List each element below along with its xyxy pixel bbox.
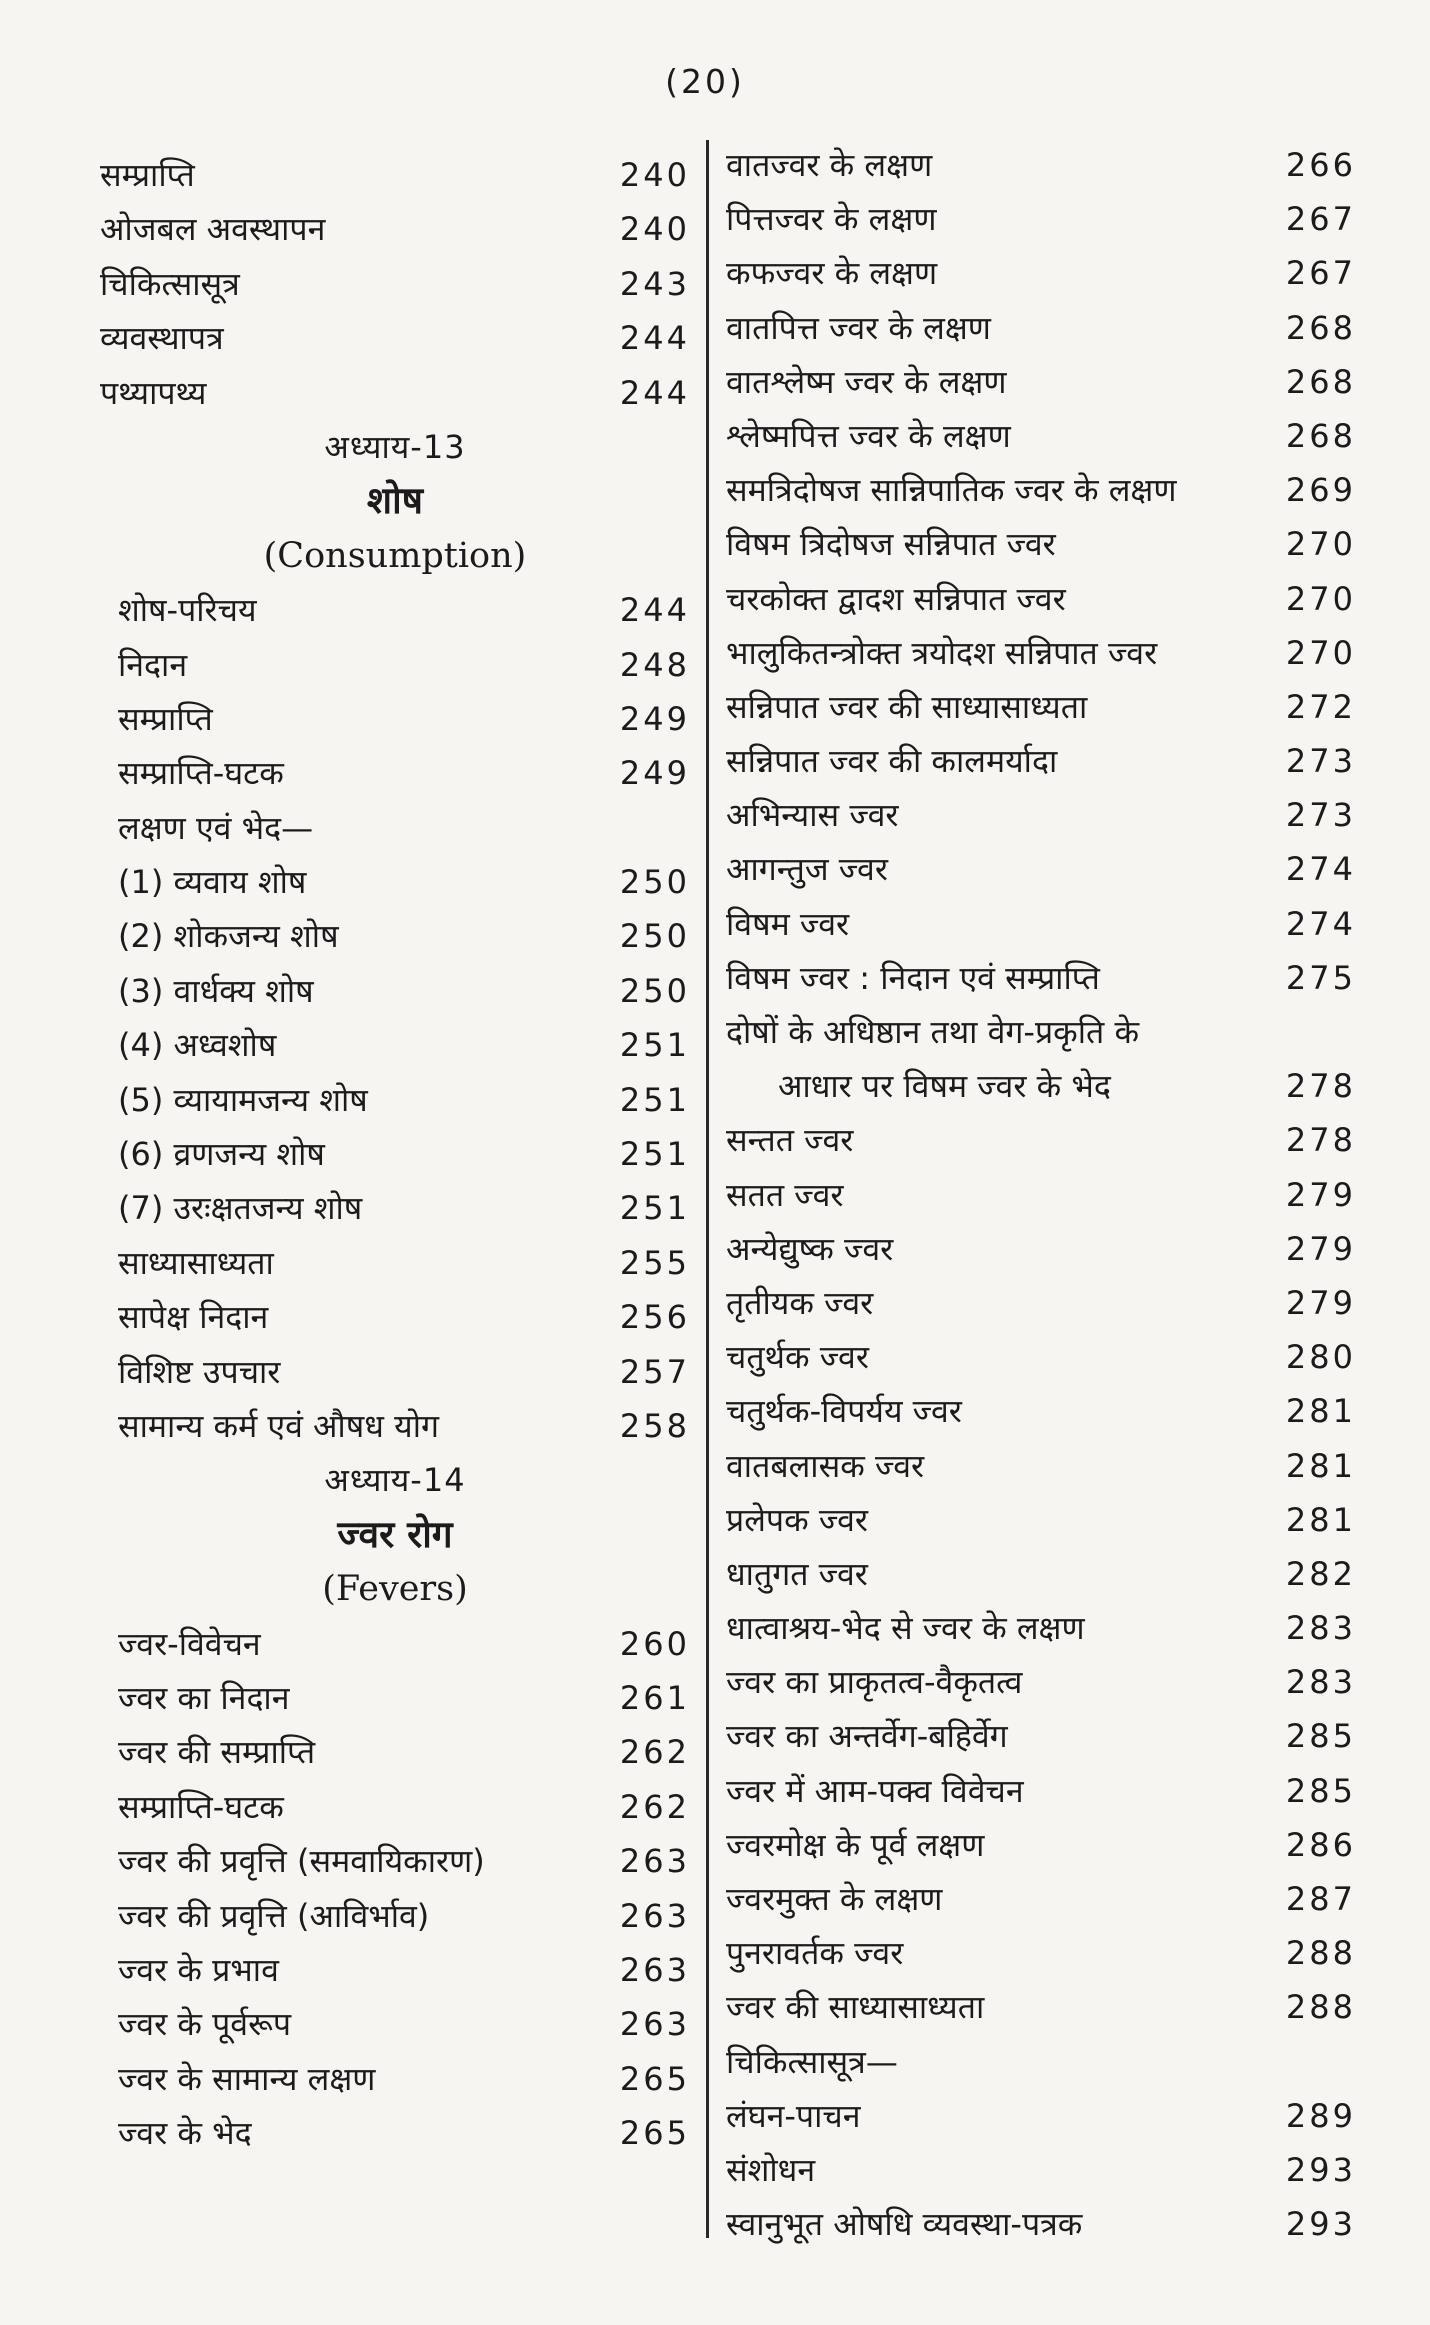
toc-entry: [100, 2106, 690, 2160]
toc-entry-label: (3) वार्धक्य शोष: [118, 971, 314, 1010]
toc-entry-label: लंघन-पाचन: [726, 2096, 861, 2135]
toc-entry: [100, 1780, 690, 1834]
toc-entry-label: सतत ज्वर: [726, 1175, 844, 1214]
chapter-title: ज्वर रोग: [337, 1512, 453, 1556]
toc-entry-page: 270: [1285, 525, 1356, 564]
toc-entry-page: 244: [619, 591, 690, 630]
toc-entry: [100, 1181, 690, 1235]
toc-entry: [100, 638, 690, 692]
toc-entry-label: निदान: [118, 645, 188, 684]
toc-entry-page: 244: [619, 373, 690, 412]
toc-entry-label: विषम ज्वर: [726, 904, 850, 943]
toc-entry-page: 255: [619, 1243, 690, 1282]
toc-entry: [726, 897, 1356, 951]
toc-entry-page: 256: [619, 1298, 690, 1337]
toc-entry: [726, 626, 1356, 680]
toc-entry: [726, 1384, 1356, 1438]
toc-entry-label: ज्वर के प्रभाव: [118, 1950, 279, 1989]
toc-entry: [100, 964, 690, 1018]
toc-entry: [100, 311, 690, 365]
toc-entry-page: 251: [619, 1026, 690, 1065]
toc-entry-page: 288: [1285, 1934, 1356, 1973]
toc-entry-label: धातुगत ज्वर: [726, 1554, 868, 1593]
column-divider: [706, 140, 709, 2238]
toc-entry-page: 258: [619, 1406, 690, 1445]
toc-entry: [726, 463, 1356, 517]
toc-entry-page: 274: [1285, 850, 1356, 889]
toc-entry-page: 266: [1285, 146, 1356, 184]
toc-entry: [726, 355, 1356, 409]
toc-entry: [726, 2197, 1356, 2251]
toc-entry-label: ज्वर के पूर्वरूप: [118, 2005, 292, 2044]
toc-entry-page: 262: [619, 1787, 690, 1826]
toc-entry: [726, 734, 1356, 788]
toc-entry: [100, 1671, 690, 1725]
toc-entry: [726, 1872, 1356, 1926]
toc-entry: [100, 366, 690, 420]
toc-entry: [100, 148, 690, 202]
toc-entry-label: कफज्वर के लक्षण: [726, 254, 938, 293]
toc-entry-page: 282: [1285, 1554, 1356, 1593]
toc-entry-label: विशिष्ट उपचार: [118, 1352, 281, 1391]
toc-entry-page: 281: [1285, 1392, 1356, 1431]
toc-entry-page: 262: [619, 1733, 690, 1772]
toc-entry: [726, 1493, 1356, 1547]
toc-entry-label: ज्वरमुक्त के लक्षण: [726, 1880, 943, 1918]
toc-entry-label: चतुर्थक ज्वर: [726, 1338, 869, 1377]
toc-entry: [726, 1601, 1356, 1655]
toc-entry-page: 250: [619, 971, 690, 1010]
toc-entry: [726, 572, 1356, 626]
toc-entry: [100, 746, 690, 800]
toc-entry-label: (7) उरःक्षतजन्य शोष: [118, 1189, 363, 1228]
toc-entry: [726, 1168, 1356, 1222]
toc-entry: [100, 1943, 690, 1997]
toc-entry-label: चरकोक्त द्वादश सन्निपात ज्वर: [726, 579, 1066, 618]
toc-entry-page: 267: [1285, 254, 1356, 293]
toc-entry-label: ज्वर का प्राकृतत्व-वैकृतत्व: [726, 1663, 1023, 1702]
toc-entry: [726, 1980, 1356, 2034]
toc-entry: [100, 1236, 690, 1290]
toc-entry-page: 293: [1285, 2205, 1356, 2244]
toc-entry: [726, 192, 1356, 246]
toc-entry-label: चिकित्सासूत्र: [100, 264, 240, 303]
toc-entry-page: 240: [619, 156, 690, 194]
toc-entry-page: 257: [619, 1352, 690, 1391]
toc-entry-label: भालुकितन्त्रोक्त त्रयोदश सन्निपात ज्वर: [726, 633, 1158, 672]
toc-entry: [100, 1889, 690, 1943]
toc-entry-label: (5) व्यायामजन्य शोष: [118, 1080, 368, 1119]
toc-entry-page: 270: [1285, 633, 1356, 672]
toc-entry-page: 251: [619, 1189, 690, 1228]
toc-entry: [726, 680, 1356, 734]
toc-entry-label: ज्वर की प्रवृत्ति (समवायिकारण): [118, 1842, 485, 1881]
toc-entry-label: वातपित्त ज्वर के लक्षण: [726, 308, 991, 347]
toc-entry: [100, 1997, 690, 2051]
toc-entry-page: 279: [1285, 1175, 1356, 1214]
toc-entry-label: पुनरावर्तक ज्वर: [726, 1934, 904, 1973]
toc-entry-page: 249: [619, 754, 690, 793]
toc-entry-page: 278: [1285, 1067, 1356, 1106]
toc-entry: [100, 1345, 690, 1399]
toc-entry-page: 280: [1285, 1338, 1356, 1377]
toc-entry-label: वातज्वर के लक्षण: [726, 146, 933, 184]
toc-entry-label: समत्रिदोषज सान्निपातिक ज्वर के लक्षण: [726, 471, 1177, 510]
toc-entry: [100, 692, 690, 746]
toc-entry: [726, 1926, 1356, 1980]
toc-entry-label: (4) अध्वशोष: [118, 1026, 277, 1065]
toc-entry: [726, 2035, 1356, 2089]
toc-entry: [100, 1073, 690, 1127]
toc-entry: [726, 1818, 1356, 1872]
toc-entry-label: व्यवस्थापत्र: [100, 319, 224, 358]
toc-entry: [726, 1547, 1356, 1601]
toc-entry-page: 272: [1285, 687, 1356, 726]
toc-entry-label: वातबलासक ज्वर: [726, 1446, 925, 1485]
toc-entry-label: सन्तत ज्वर: [726, 1121, 854, 1160]
toc-entry: [100, 1018, 690, 1072]
toc-entry-label: सम्प्राप्ति: [118, 699, 213, 738]
toc-entry-page: 268: [1285, 308, 1356, 347]
toc-entry: [100, 257, 690, 311]
toc-entry-page: 289: [1285, 2096, 1356, 2135]
toc-entry-page: 269: [1285, 471, 1356, 510]
toc-entry: [726, 1059, 1356, 1113]
toc-entry: [726, 409, 1356, 463]
chapter-english-title: (Consumption): [263, 535, 527, 576]
toc-entry-page: 265: [619, 2114, 690, 2153]
toc-entry-page: 293: [1285, 2150, 1356, 2189]
toc-entry: [726, 1764, 1356, 1818]
toc-entry-label: ज्वर की सम्प्राप्ति: [118, 1733, 316, 1772]
toc-entry: [726, 1330, 1356, 1384]
toc-entry-page: 288: [1285, 1988, 1356, 2027]
toc-entry-label: धात्वाश्रय-भेद से ज्वर के लक्षण: [726, 1609, 1085, 1648]
toc-entry-page: 263: [619, 1842, 690, 1881]
toc-entry-label: विषम त्रिदोषज सन्निपात ज्वर: [726, 525, 1056, 564]
toc-entry-page: 273: [1285, 796, 1356, 835]
toc-entry: [100, 1399, 690, 1453]
left-column: [100, 148, 690, 2160]
toc-entry-page: 281: [1285, 1446, 1356, 1485]
toc-entry-label: ज्वर-विवेचन: [118, 1624, 261, 1663]
toc-entry-page: 249: [619, 699, 690, 738]
toc-entry-page: 265: [619, 2059, 690, 2098]
toc-entry: [726, 246, 1356, 300]
toc-entry-label: ओजबल अवस्थापन: [100, 210, 326, 249]
toc-entry: [100, 1725, 690, 1779]
toc-entry-label: ज्वर की साध्यासाध्यता: [726, 1988, 985, 2027]
toc-entry-label: साध्यासाध्यता: [118, 1243, 274, 1282]
toc-entry-page: 279: [1285, 1229, 1356, 1268]
toc-entry-label: दोषों के अधिष्ठान तथा वेग-प्रकृति के: [726, 1013, 1140, 1051]
toc-entry-label: आधार पर विषम ज्वर के भेद: [778, 1067, 1111, 1106]
toc-entry-page: 260: [619, 1624, 690, 1663]
toc-entry-label: (2) शोकजन्य शोष: [118, 917, 339, 956]
toc-entry-page: 244: [619, 319, 690, 358]
toc-entry-page: 263: [619, 1950, 690, 1989]
toc-entry-page: 274: [1285, 904, 1356, 943]
toc-entry-label: (1) व्यवाय शोष: [118, 863, 307, 902]
toc-entry-label: आगन्तुज ज्वर: [726, 850, 888, 889]
page-number: (20): [665, 62, 745, 101]
toc-entry-label: ज्वर का अन्तर्वेग-बहिर्वेग: [726, 1717, 1008, 1756]
toc-entry-label: चतुर्थक-विपर्यय ज्वर: [726, 1392, 962, 1431]
toc-entry-page: 261: [619, 1678, 690, 1717]
toc-entry: [726, 138, 1356, 192]
toc-entry-page: 267: [1285, 200, 1356, 239]
toc-entry: [100, 583, 690, 637]
toc-entry-label: ज्वरमोक्ष के पूर्व लक्षण: [726, 1825, 985, 1864]
toc-entry: [726, 1709, 1356, 1763]
toc-entry-page: 285: [1285, 1717, 1356, 1756]
toc-entry-label: सामान्य कर्म एवं औषध योग: [118, 1406, 440, 1445]
toc-entry-page: 268: [1285, 362, 1356, 401]
chapter-english-title: (Fevers): [322, 1569, 468, 1610]
toc-entry-page: 273: [1285, 742, 1356, 781]
toc-entry-label: शोष-परिचय: [118, 591, 257, 630]
chapter-title: शोष: [366, 479, 424, 523]
toc-entry-page: 285: [1285, 1771, 1356, 1810]
toc-entry-label: चिकित्सासूत्र—: [726, 2042, 898, 2081]
toc-entry-label: सम्प्राप्ति-घटक: [118, 754, 284, 793]
toc-entry: [100, 1290, 690, 1344]
toc-entry-label: पथ्यापथ्य: [100, 373, 207, 412]
toc-entry-label: सन्निपात ज्वर की कालमर्यादा: [726, 742, 1058, 781]
chapter-number: अध्याय-13: [324, 427, 466, 466]
toc-entry: [726, 2143, 1356, 2197]
toc-entry-page: 248: [619, 645, 690, 684]
chapter-number: अध्याय-14: [324, 1461, 466, 1500]
toc-entry-page: 263: [619, 2005, 690, 2044]
toc-entry-label: तृतीयक ज्वर: [726, 1283, 874, 1322]
toc-entry: [100, 1834, 690, 1888]
toc-entry-label: ज्वर का निदान: [118, 1678, 290, 1717]
toc-entry-label: सापेक्ष निदान: [118, 1298, 269, 1337]
right-column: [726, 138, 1356, 2251]
toc-entry-label: वातश्लेष्म ज्वर के लक्षण: [726, 362, 1007, 401]
toc-entry: [726, 1222, 1356, 1276]
toc-entry-label: सन्निपात ज्वर की साध्यासाध्यता: [726, 687, 1088, 726]
toc-entry-label: ज्वर के सामान्य लक्षण: [118, 2059, 376, 2098]
toc-entry: [100, 855, 690, 909]
toc-entry-page: 268: [1285, 416, 1356, 455]
toc-entry-page: 286: [1285, 1825, 1356, 1864]
toc-entry-label: प्रलेपक ज्वर: [726, 1500, 869, 1539]
toc-entry-page: 243: [619, 264, 690, 303]
toc-entry: [100, 1127, 690, 1181]
toc-entry-label: ज्वर के भेद: [118, 2114, 252, 2153]
toc-entry-label: (6) व्रणजन्य शोष: [118, 1135, 325, 1174]
toc-entry-label: अन्येद्युष्क ज्वर: [726, 1229, 894, 1268]
toc-entry-page: 275: [1285, 958, 1356, 997]
toc-entry-page: 251: [619, 1080, 690, 1119]
toc-entry-label: सम्प्राप्ति: [100, 156, 195, 194]
toc-entry-page: 279: [1285, 1283, 1356, 1322]
toc-entry-label: श्लेष्मपित्त ज्वर के लक्षण: [726, 416, 1011, 455]
toc-entry: [726, 1113, 1356, 1167]
toc-entry: [726, 788, 1356, 842]
toc-entry-label: अभिन्यास ज्वर: [726, 796, 899, 835]
toc-entry-label: ज्वर में आम-पक्व विवेचन: [726, 1771, 1024, 1810]
toc-entry: [100, 2052, 690, 2106]
toc-entry-label: विषम ज्वर : निदान एवं सम्प्राप्ति: [726, 958, 1100, 997]
toc-entry: [100, 801, 690, 855]
toc-entry: [726, 951, 1356, 1005]
toc-entry-page: 287: [1285, 1880, 1356, 1918]
toc-entry-page: 283: [1285, 1663, 1356, 1702]
toc-entry-page: 240: [619, 210, 690, 249]
toc-entry: [726, 2089, 1356, 2143]
toc-entry-label: ज्वर की प्रवृत्ति (आविर्भाव): [118, 1896, 430, 1935]
toc-entry-page: 250: [619, 917, 690, 956]
toc-entry: [726, 517, 1356, 571]
toc-entry: [100, 202, 690, 256]
toc-entry: [726, 301, 1356, 355]
toc-entry-page: 250: [619, 863, 690, 902]
toc-entry-page: 278: [1285, 1121, 1356, 1160]
toc-entry-label: पित्तज्वर के लक्षण: [726, 200, 937, 239]
toc-entry: [726, 842, 1356, 896]
toc-entry-label: स्वानुभूत ओषधि व्यवस्था-पत्रक: [726, 2205, 1083, 2244]
toc-entry: [726, 1276, 1356, 1330]
toc-entry-page: 283: [1285, 1609, 1356, 1648]
toc-entry: [100, 1617, 690, 1671]
toc-entry: [726, 1005, 1356, 1059]
toc-entry-label: संशोधन: [726, 2150, 816, 2189]
toc-entry-page: 263: [619, 1896, 690, 1935]
toc-entry-label: सम्प्राप्ति-घटक: [118, 1787, 284, 1826]
toc-entry-page: 251: [619, 1135, 690, 1174]
toc-entry: [100, 909, 690, 963]
toc-entry-page: 270: [1285, 579, 1356, 618]
toc-entry: [726, 1655, 1356, 1709]
toc-entry-page: 281: [1285, 1500, 1356, 1539]
toc-entry-label: लक्षण एवं भेद—: [118, 808, 314, 847]
toc-entry: [726, 1439, 1356, 1493]
